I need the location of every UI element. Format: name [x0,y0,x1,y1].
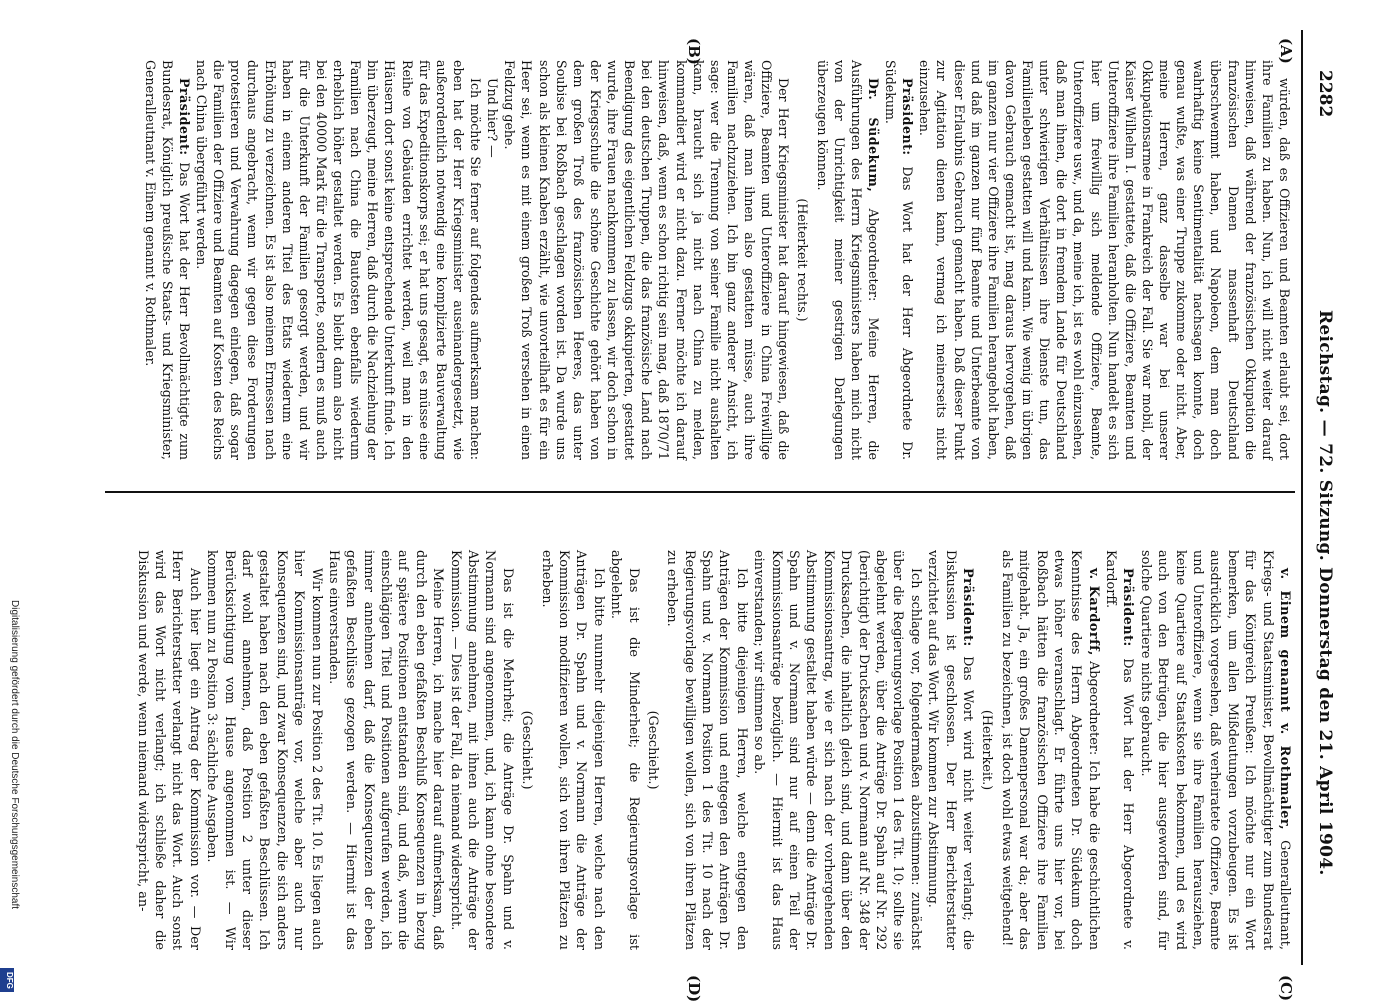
paragraph-text: (Heiterkeit rechts.) [795,198,811,322]
page-title: Reichstag. — 72. Sitzung. Donnerstag den 21. April 1904. [1315,310,1335,876]
paragraph [446,550,516,950]
paragraph-text: Der Herr Kriegsminister hat darauf hingewiesen, daß die Offiziere, Beamten und Unteroffiziere in China Freiwillige wären, daß man ihnen also gestatten müsse, auch ihre Familien nachzuziehen. Ich bin ganz anderer Ansicht, ich sage: wer die Trennung von seiner Familie nicht aushalten kann, braucht sich ja nicht nach China zu melden, kommandiert wird er nicht dazu. Ferner möchte ich darauf hinweisen, daß, wenn es schon richtig sein mag, daß 1870/71 bei den deutschen Truppen, die das französische Land nach Beendigung des eigentlichen Feldzugs okkupierten, gestattet wurde, ihre Frauen nachkommen zu lassen, wir doch schon in der Kriegsschule die schöne Geschichte gehört haben von dem großen Troß des französischen Heeres, das unter Soubise bei Roßbach geschlagen worden ist. Da wurde uns schon als kleinen Knaben erzählt, wie unvorteilhaft es für ein Heer sei, wenn es mit einem großen Troß versehen in einen Feldzug gehe. [502,60,792,460]
paragraph-text: Abgeordneter: Ich habe die geschichtlichen Kenntnisse des Herrn Abgeordneten Dr. Südekum doch etwas höher veranschlagt. Er führte uns hier vor, bei Roßbach hätten die französischen Offiziere ihre Familien mitgehabt. Ja, ein großes Damenpersonal war da; aber das als Familien zu bezeichnen, ist doch wohl etwas weitgehend! [998,550,1101,950]
paragraph [203,550,325,950]
paragraph-text: Ich bitte nunmehr diejenigen Herren, welche nach den Anträgen Dr. Spahn und v. Normann die Anträge der Kommission modifizieren wollen, sich von ihren Plätzen zu erheben. [538,550,606,950]
paragraph-text: (Heiterkeit.) [979,709,995,791]
paragraph-text: Das Wort wird nicht weiter verlangt; die Diskussion ist geschlossen. Der Herr Berichterstatter verzichtet auf das Wort. Wir kommen zur Abstimmung. [925,550,975,950]
paragraph-text: Meine Herren, ich mache hier darauf aufmerksam, daß durch den eben gefaßten Beschluß Konsequenzen in bezug auf spätere Positionen entstanden sind, und daß, wenn die einschlägigen Titel und Positionen aufgerufen werden, ich immer annehmen darf, daß die Konsequenzen der eben gefaßten Beschlüsse gezogen werden. — Hiermit ist das Haus einverstanden. [325,550,446,950]
paragraph [325,550,447,950]
speaker-name: v. Einem genannt v. Rothmaler, [1277,568,1292,831]
paragraph [133,550,203,950]
speaker-name: v. Kardorff, [1085,568,1101,656]
stage-direction [518,550,535,950]
margin-mark-d: (D) [685,975,703,1002]
speaker-name: Präsident: [177,78,192,156]
paragraph [501,60,792,460]
stage-direction [978,550,995,950]
margin-mark-c: (C) [1277,975,1295,1002]
page-number: 2282 [1315,70,1335,118]
paragraph-text: (Geschieht.) [644,710,660,790]
paragraph [916,60,1293,460]
paragraph-text: Das Wort hat der Herr Bevollmächtigte zum Bundesrat, Königlich preußische Staats- und Kriegsminister, Generalleutnant v. Einem genannt v. Rothmaler. [142,60,192,460]
paragraph [663,550,750,950]
paragraph [537,550,607,950]
speaker-name: Präsident: [1120,568,1136,647]
paragraph [1102,550,1137,950]
paragraph [607,550,642,950]
paragraph [814,60,883,460]
column-divider [105,491,1295,493]
speaker-name: Dr. Südekum, [866,78,881,193]
paragraph-text: Ich möchte Sie ferner auf folgendes aufmerksam machen: eben hat der Herr Kriegsminister auseinandergesetzt, wie außerordentlich notwendig eine komplizierte Bauverwaltung für das Expeditionskorps sei; er hat uns gesagt, es müsse eine Reihe von Gebäuden errichtet werden, weil man in den Häusern dort sonst keine entsprechende Unterkunft finde. Ich bin überzeugt, meine Herren, daß durch die Nachziehung der Familien nach China die Bautosten ebenfalls wiederum erheblich höher gestaltet werden. Es bleibt dann also nicht bei den 40000 Mark für die Transporte, sondern es muß auch für die Unterkunft der Familien gesorgt werden, und wir haben in einem anderen Titel des Etats wiederum eine Erhöhung zu verzeichnen. Es ist also meinem Ermessen nach durchaus angebracht, wenn wir gegen diese Forderungen protestieren und Verwahrung dagegen einlegen, daß sogar die Familien der Offiziere und Beamten auf Kosten des Reichs nach China übergeführt werden. [194,60,484,460]
paragraph-text: Ich bitte diejenigen Herren, welche entgegen den Anträgen der Kommission und entgegen den Anträgen Dr. Spahn und v. Normann Position 1 des Tit. 10 nach der Regierungsvorlage bewilligen wollen, sich von ihren Plätzen zu erheben. [664,550,749,950]
paragraph [750,550,924,950]
paragraph [1136,550,1293,950]
paragraph-text: würden, daß es Offizieren und Beamten erlaubt sei, dort ihre Familien zu haben. Nun, ich will nicht weiter darauf hinweisen, daß während der französischen Okkupation die französischen Damen massenhaft Deutschland überschwemmt haben, und Napoleon, dem man doch wahrhaftig keine Sentimentalität nachsagen konnte, doch genau wußte, was einer Truppe zukomme oder nicht. Aber, meine Herren, ganz dasselbe war bei unserer Okkupationsarmee in Frankreich der Fall. Sie war mobil, der Kaiser Wilhelm I. gestattete, daß die Offiziere, Beamten und Unteroffiziere ihre Familien heranholten. Nun handelt es sich hier um freiwillig sich meldende Offiziere, Beamte, Unteroffiziere usw., und da, meine ich, ist es wohl einzusehen, daß man ihnen, die dort in fremdem Lande für Deutschland unter schwierigen Verhältnissen ihre Dienste tun, das Familienleben gestatten will und kann. Wie wenig im übrigen davon Gebrauch gemacht ist, mag daraus hervorgehen, daß im ganzen nur vier Offiziere ihre Familien herangeholt haben, und daß im ganzen nur fünf Beamte und Unterbeamte von dieser Erlaubnis Gebrauch gemacht haben. Daß dieser Punkt zur Agitation dienen kann, vermag ich meinerseits nicht einzusehen. [917,60,1292,460]
paragraph [193,60,484,460]
paragraph-text: Und hier? — [485,78,501,158]
header-rule [1301,30,1303,965]
paragraph-text: Das ist die Minderheit; die Regierungsvorlage ist abgelehnt. [608,550,641,950]
paragraph-text: Generalleutnant, Kriegs- und Staatsminister, Bevollmächtigter zum Bundesrat für das Königreich Preußen: Ich möchte nur ein Wort bemerken, um allen Mißdeutungen vorzubeugen. Es ist ausdrücklich vorgesehen, daß verheiratete Offiziere, Beamte und Unteroffiziere, wenn sie ihre Familien herausziehen, keine Quartiere auf Staatskosten bekommen, und es wird auch von den Betrügen, die hier ausgeworfen sind, für solche Quartiere nichts gebraucht. [1137,550,1292,950]
paragraph-text: (Geschieht.) [519,710,535,790]
paragraph-text: Auch hier liegt ein Antrag der Kommission vor. — Der Herr Berichterstatter verlangt nicht das Wort. Auch sonst wird das Wort nicht verlangt; ich schließe daher die Diskussion und werde, wenn niemand widerspricht, an- [134,550,202,950]
digitization-credit: Digitalisierung gefördert durch die Deutsche Forschungsgemeinschaft [9,600,20,910]
speaker-name: Präsident: [959,568,975,647]
paragraph-text: Ich schlage vor, folgendermaßen abzustimmen: zunächst über die Regierungsvorlage Position 1 des Tit. 10; sollte sie abgelehnt werden, über die Anträge Dr. Spahn auf Nr. 292 (berichtigt) der Drucksachen und v. Normann auf Nr. 348 der Drucksachen, die inhaltlich gleich sind, und dann über den Kommissionsantrag, wie er sich nach der vorhergehenden Abstimmung gestaltet haben würde — denn die Anträge Dr. Spahn und v. Normann sind nur auf einen Teil der Kommissionsanträge bezüglich. — Hiermit ist das Haus einverstanden; wir stimmen so ab. [751,550,923,951]
dfg-logo: DFG [0,968,14,992]
paragraph [484,60,501,460]
paragraph-text: Das Wort hat der Herr Abgeordnete v. Kardorff. [1103,550,1136,950]
paragraph [142,60,193,460]
margin-mark-a: (A) [1277,38,1295,64]
page-header [1303,70,1343,960]
stage-direction [794,60,811,460]
paragraph-text: Das ist die Mehrheit; die Anträge Dr. Spahn und v. Normann sind angenommen, und, ich kann ohne besondere Abstimmung annehmen, mit ihnen auch die Anträge der Kommission. — Dies ist der Fall, da niemand widerspricht. [447,550,515,950]
right-text-column [133,550,1293,950]
speaker-name: Präsident: [900,78,916,156]
paragraph-text: Das Wort hat der Herr Abgeordnete Dr. Südekum. [883,60,916,460]
paragraph-text: Wir kommen nun zur Position 2 des Tit. 10. Es liegen auch hier Kommissionsanträge vor, welche aber auch nur Konsequenzen sind, und zwar Konsequenzen, die sich anders gestaltet haben nach den eben gefaßten Beschlüssen. Ich darf wohl annehmen, daß Position 2 unter dieser Berücksichtigung vom Hause angenommen ist. — Wir kommen nun zu Position 3: sächliche Ausgaben. [204,550,324,950]
stage-direction [644,550,661,950]
paragraph [924,550,976,950]
margin-mark-b: (B) [685,38,703,65]
paragraph [882,60,916,460]
paragraph-text: Abgeordneter: Meine Herren, die Ausführungen des Herrn Kriegsministers haben mich nicht von der Unrichtigkeit meiner gestrigen Darlegungen überzeugen können. [814,60,881,460]
left-text-column [142,60,1293,460]
paragraph [997,550,1101,950]
